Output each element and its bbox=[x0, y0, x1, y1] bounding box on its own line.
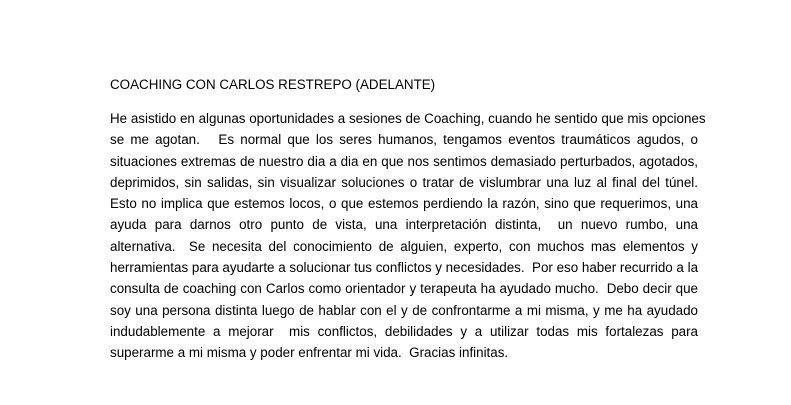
body-line: se me agotan. Es normal que los seres humanos, tengamos eventos traumáticos agudos, o bbox=[110, 132, 698, 148]
body-line: alternativa. Se necesita del conocimiento de alguien, experto, con muchos mas elementos y bbox=[110, 238, 698, 254]
body-line: herramientas para ayudarte a solucionar tus conflictos y necesidades. Por eso haber recurrido a la bbox=[110, 260, 699, 276]
body-line: indudablemente a mejorar mis conflictos, debilidades y a utilizar todas mis fortalezas para bbox=[110, 323, 698, 339]
document-body bbox=[110, 108, 706, 364]
body-line: situaciones extremas de nuestro dia a dia en que nos sentimos demasiado perturbados, agotados, bbox=[110, 153, 698, 169]
body-line: deprimidos, sin salidas, sin visualizar soluciones o tratar de vislumbrar una luz al final del túnel. bbox=[110, 174, 698, 190]
body-line: superarme a mi misma y poder enfrentar mi vida. Gracias infinitas. bbox=[110, 345, 509, 361]
body-line: ayuda para darnos otro punto de vista, una interpretación distinta, un nuevo rumbo, una bbox=[110, 217, 698, 233]
body-line: consulta de coaching con Carlos como orientador y terapeuta ha ayudado mucho. Debo decir que bbox=[110, 281, 698, 297]
body-line: He asistido en algunas oportunidades a sesiones de Coaching, cuando he sentido que mis opciones bbox=[110, 111, 706, 126]
document-title: COACHING CON CARLOS RESTREPO (ADELANTE) bbox=[110, 77, 436, 92]
body-line: Esto no implica que estemos locos, o que estemos perdiendo la razón, sino que requerimos, una bbox=[110, 196, 698, 212]
body-line: soy una persona distinta luego de hablar con el y de confrontarme a mi misma, y me ha ayudado bbox=[110, 302, 698, 318]
